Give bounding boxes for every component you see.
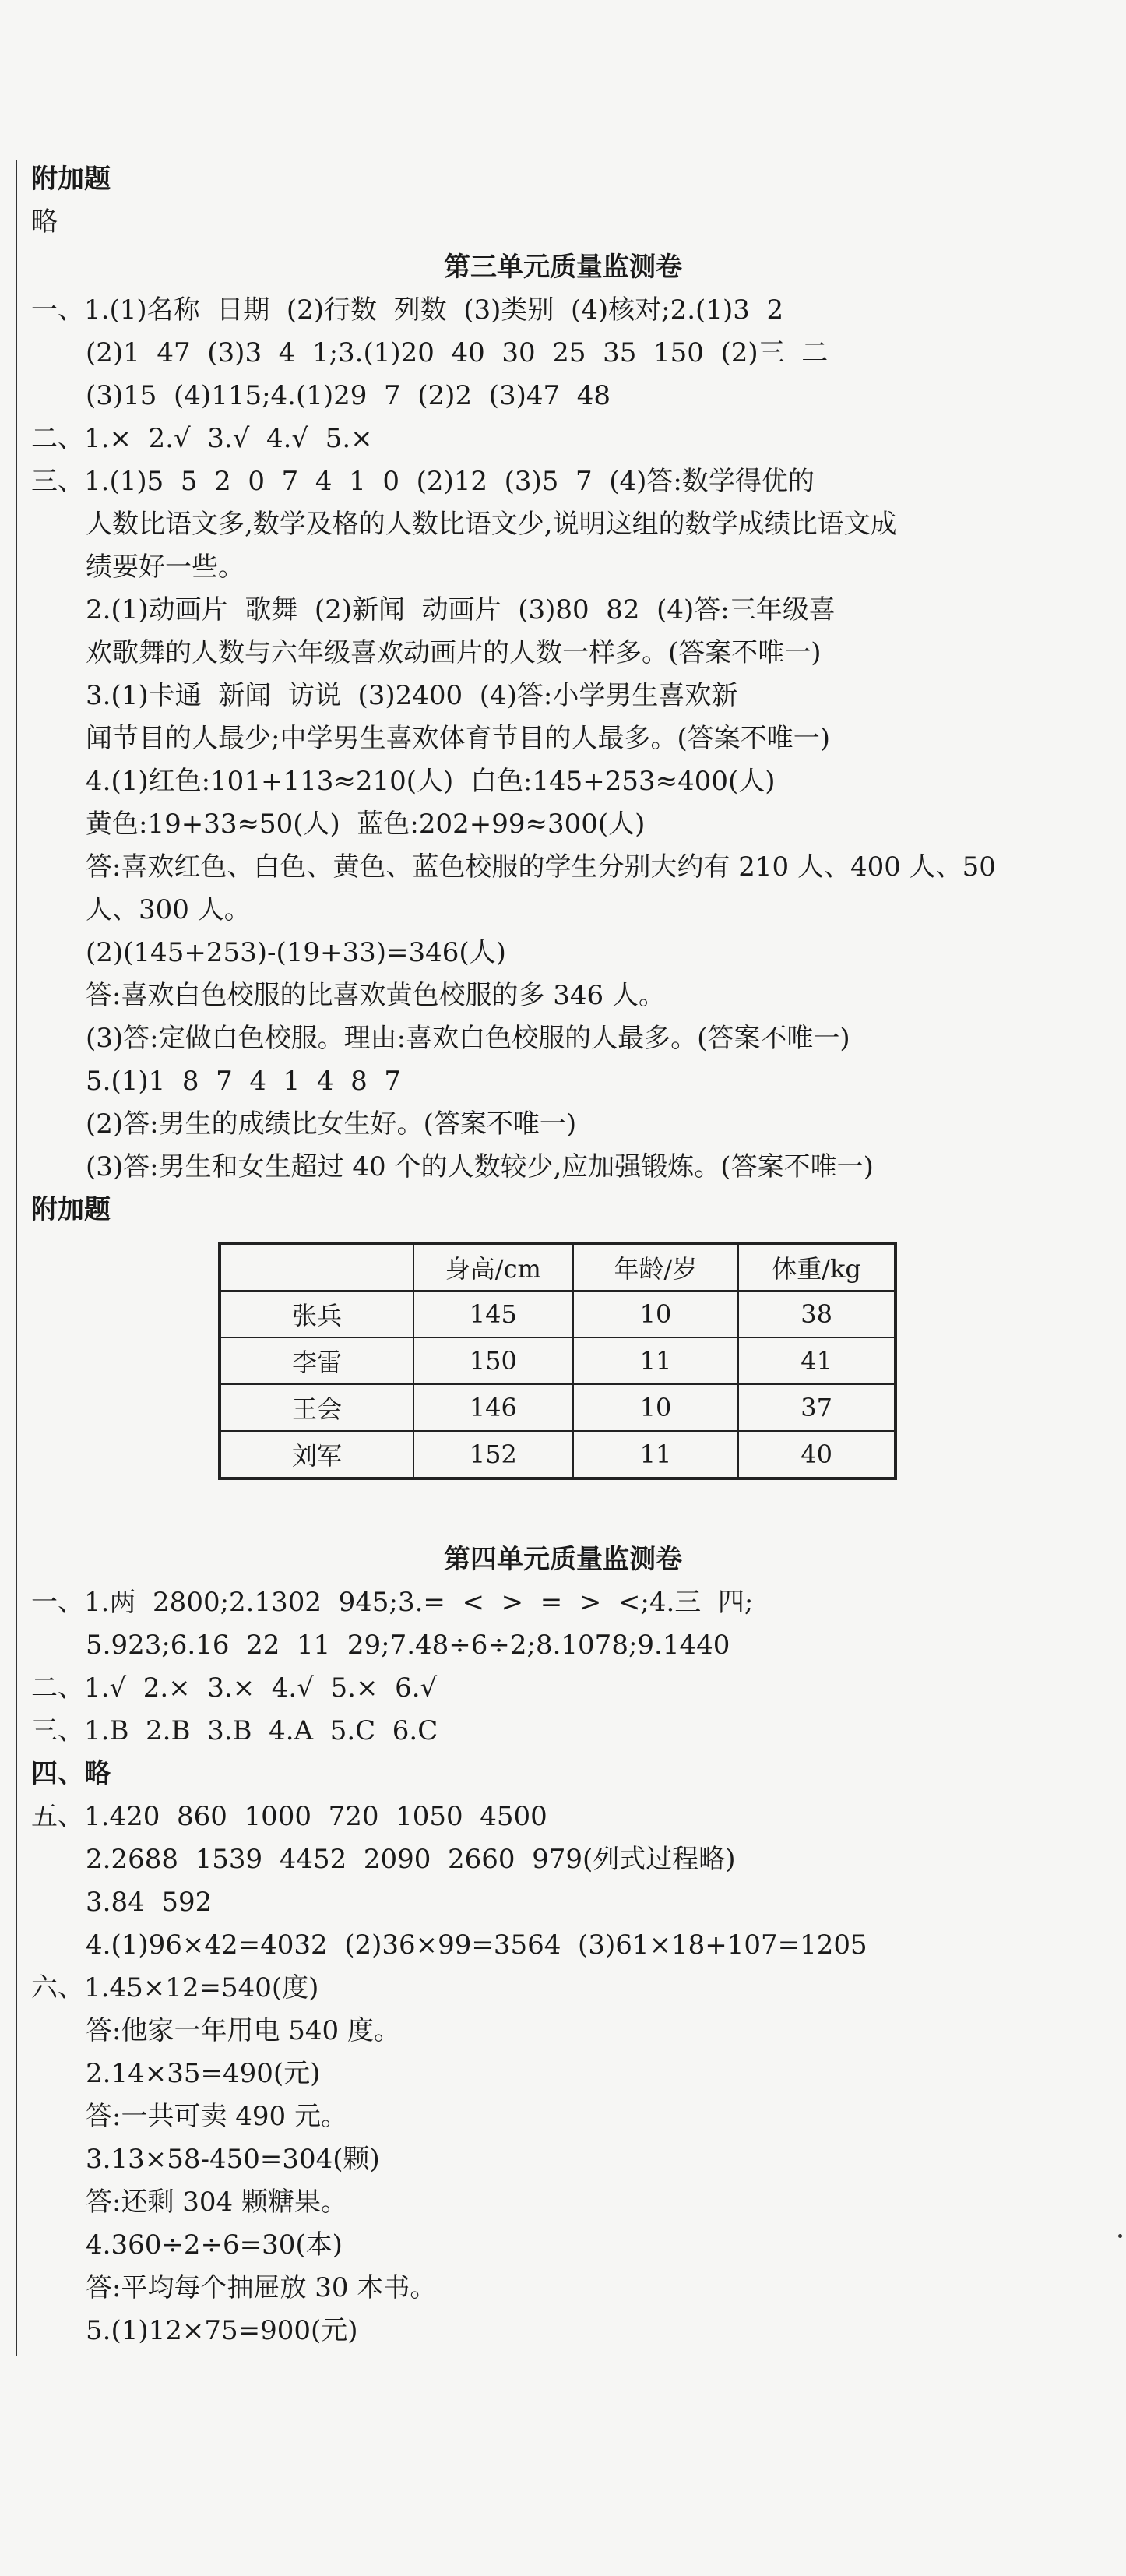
unit3-line: 2.(1)动画片 歌舞 (2)新闻 动画片 (3)80 82 (4)答:三年级喜 — [86, 594, 836, 625]
unit4-line: 四、略 — [31, 1758, 111, 1789]
table-cell: 152 — [413, 1431, 573, 1478]
table-cell: 11 — [573, 1431, 738, 1478]
unit4-line: 答:一共可卖 490 元。 — [86, 2101, 347, 2132]
unit3-line: 闻节目的人最少;中学男生喜欢体育节目的人最多。(答案不唯一) — [86, 723, 830, 754]
unit3-line: 人数比语文多,数学及格的人数比语文少,说明这组的数学成绩比语文成 — [86, 509, 897, 540]
unit3-extra-heading: 附加题 — [31, 1194, 111, 1225]
table-header-cell — [220, 1243, 413, 1291]
unit3-line: 一、1.(1)名称 日期 (2)行数 列数 (3)类别 (4)核对;2.(1)3 2 — [31, 294, 784, 326]
unit4-line: 三、1.B 2.B 3.B 4.A 5.C 6.C — [31, 1715, 438, 1746]
table-cell: 37 — [738, 1384, 896, 1431]
unit4-line: 5.(1)12×75=900(元) — [86, 2315, 358, 2346]
table-cell: 刘军 — [220, 1431, 413, 1478]
table-cell: 11 — [573, 1337, 738, 1384]
table-cell: 146 — [413, 1384, 573, 1431]
table-cell: 40 — [738, 1431, 896, 1478]
table-cell: 王会 — [220, 1384, 413, 1431]
unit3-line: (3)答:定做白色校服。理由:喜欢白色校服的人最多。(答案不唯一) — [86, 1023, 850, 1054]
unit3-line: 3.(1)卡通 新闻 访说 (3)2400 (4)答:小学男生喜欢新 — [86, 680, 738, 711]
unit4-line: 4.(1)96×42=4032 (2)36×99=3564 (3)61×18+107=1205 — [86, 1929, 867, 1961]
unit4-line: 2.14×35=490(元) — [86, 2058, 321, 2089]
table-header-cell: 年龄/岁 — [573, 1243, 738, 1291]
unit3-line: (3)答:男生和女生超过 40 个的人数较少,应加强锻炼。(答案不唯一) — [86, 1151, 874, 1182]
table-cell: 150 — [413, 1337, 573, 1384]
unit4-title: 第四单元质量监测卷 — [444, 1544, 682, 1575]
unit4-line: 5.923;6.16 22 11 29;7.48÷6÷2;8.1078;9.1440 — [86, 1630, 730, 1661]
unit4-line: 2.2688 1539 4452 2090 2660 979(列式过程略) — [86, 1844, 736, 1875]
table-row — [220, 1431, 896, 1478]
table-cell: 10 — [573, 1384, 738, 1431]
unit4-line: 3.84 592 — [86, 1887, 213, 1918]
table-cell: 10 — [573, 1291, 738, 1337]
margin-dot — [1118, 2234, 1122, 2238]
unit4-line: 4.360÷2÷6=30(本) — [86, 2229, 343, 2261]
unit4-line: 答:还剩 304 颗糖果。 — [86, 2187, 347, 2218]
unit3-line: 答:喜欢红色、白色、黄色、蓝色校服的学生分别大约有 210 人、400 人、50 — [86, 851, 996, 883]
table-header-cell: 体重/kg — [738, 1243, 896, 1291]
unit3-line: (2)1 47 (3)3 4 1;3.(1)20 40 30 25 35 150 (2)三 二 — [86, 337, 829, 368]
unit3-line: (3)15 (4)115;4.(1)29 7 (2)2 (3)47 48 — [86, 380, 611, 411]
unit4-line: 答:平均每个抽屉放 30 本书。 — [86, 2272, 437, 2303]
unit4-line: 3.13×58-450=304(颗) — [86, 2144, 380, 2175]
unit4-line: 答:他家一年用电 540 度。 — [86, 2015, 400, 2046]
unit3-line: 欢歌舞的人数与六年级喜欢动画片的人数一样多。(答案不唯一) — [86, 637, 822, 668]
unit3-line: 三、1.(1)5 5 2 0 7 4 1 0 (2)12 (3)5 7 (4)答:数学得优的 — [31, 466, 815, 497]
left-margin-rule — [16, 160, 17, 2356]
table-cell: 李雷 — [220, 1337, 413, 1384]
table-header-cell: 身高/cm — [413, 1243, 573, 1291]
table-cell: 41 — [738, 1337, 896, 1384]
unit4-line: 六、1.45×12=540(度) — [31, 1972, 319, 2003]
unit4-line: 一、1.两 2800;2.1302 945;3.= < > = > <;4.三 四; — [31, 1587, 754, 1618]
unit3-line: 黄色:19+33≈50(人) 蓝色:202+99≈300(人) — [86, 809, 646, 840]
unit3-line: 二、1.× 2.√ 3.√ 4.√ 5.× — [31, 423, 373, 454]
unit3-line: (2)(145+253)-(19+33)=346(人) — [86, 937, 506, 968]
unit3-line: 绩要好一些。 — [86, 551, 245, 583]
unit3-line: 4.(1)红色:101+113≈210(人) 白色:145+253≈400(人) — [86, 766, 776, 797]
unit4-line: 五、1.420 860 1000 720 1050 4500 — [31, 1801, 547, 1832]
top-extra-heading: 附加题 — [31, 164, 111, 195]
unit3-line: 5.(1)1 8 7 4 1 4 8 7 — [86, 1066, 401, 1097]
unit3-line: 答:喜欢白色校服的比喜欢黄色校服的多 346 人。 — [86, 980, 665, 1011]
table-cell: 张兵 — [220, 1291, 413, 1337]
height-age-weight-table — [218, 1242, 897, 1480]
table-header-row — [220, 1243, 896, 1291]
unit3-line: (2)答:男生的成绩比女生好。(答案不唯一) — [86, 1108, 577, 1140]
top-extra-note: 略 — [31, 206, 58, 238]
table-cell: 145 — [413, 1291, 573, 1337]
unit4-line: 二、1.√ 2.× 3.× 4.√ 5.× 6.√ — [31, 1672, 438, 1704]
table-cell: 38 — [738, 1291, 896, 1337]
table-row — [220, 1384, 896, 1431]
table-row — [220, 1337, 896, 1384]
unit3-title: 第三单元质量监测卷 — [444, 252, 682, 283]
unit3-line: 人、300 人。 — [86, 894, 251, 925]
table-row — [220, 1291, 896, 1337]
